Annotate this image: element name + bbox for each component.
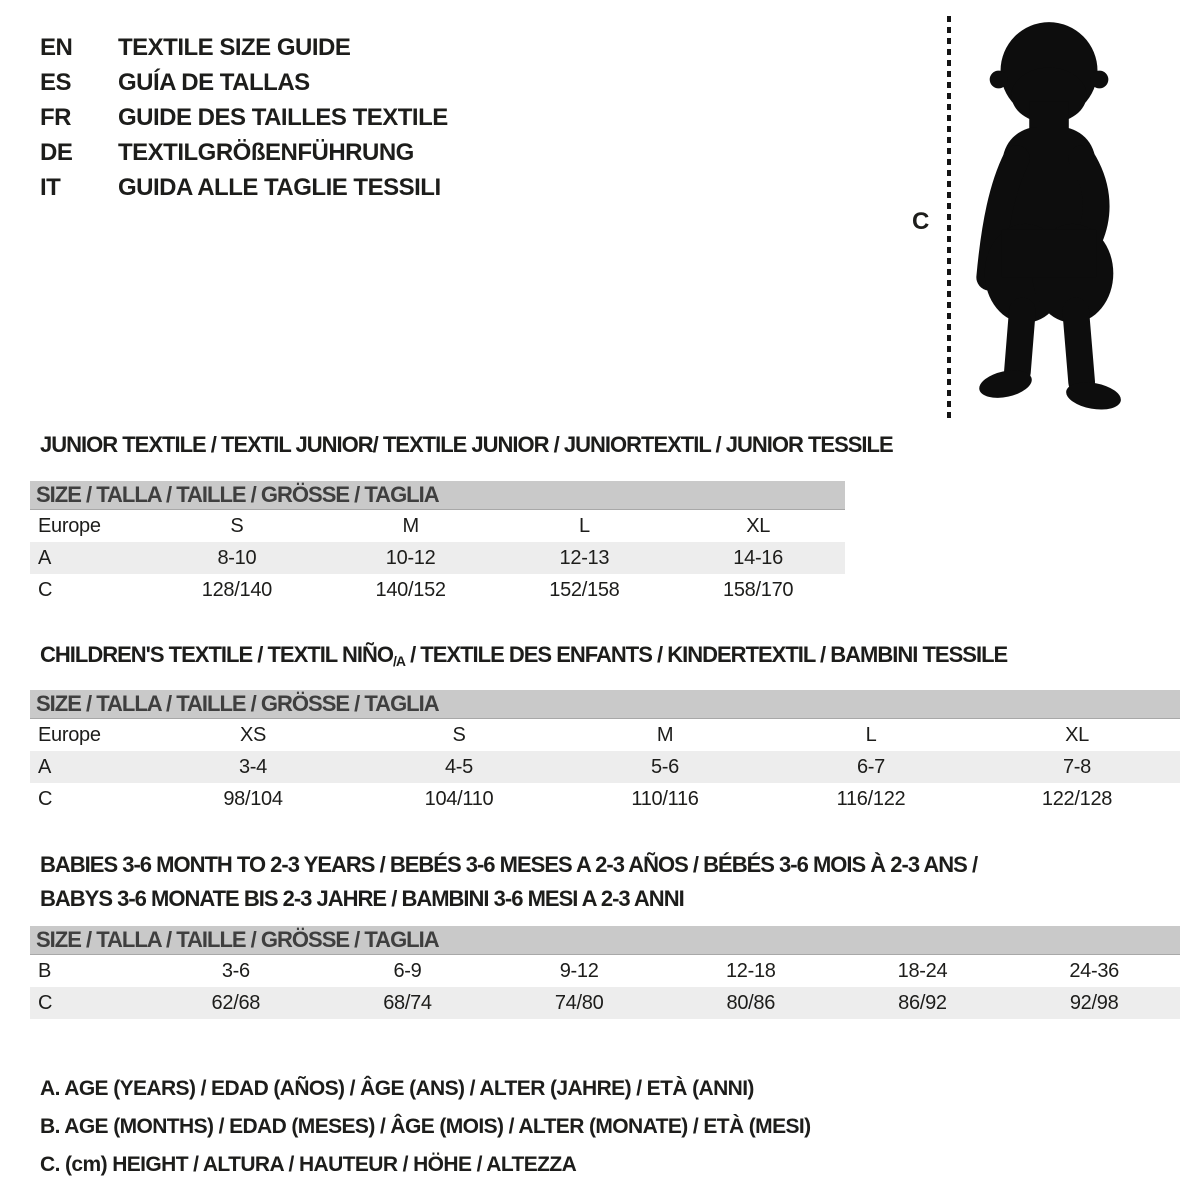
guide-title: TEXTILGRÖßENFÜHRUNG (118, 139, 414, 166)
row-label: C (38, 578, 53, 601)
table-row (30, 542, 845, 574)
table-row (30, 783, 1180, 815)
list-item (40, 65, 448, 100)
age-cell: 3-6 (221, 959, 250, 982)
junior-size-table (30, 481, 845, 606)
legend-line-a: A. AGE (YEARS) / EDAD (AÑOS) / ÂGE (ANS) / ALTER (JAHRE) / ETÀ (ANNI) (40, 1077, 754, 1100)
row-label: Europe (38, 514, 101, 537)
toddler-silhouette-icon (962, 12, 1140, 417)
age-cell: 3-4 (150, 751, 356, 783)
babies-size-table (30, 926, 1180, 1019)
size-table-header: SIZE / TALLA / TAILLE / GRÖSSE / TAGLIA (30, 926, 1180, 955)
section-heading-junior: JUNIOR TEXTILE / TEXTIL JUNIOR/ TEXTILE JUNIOR / JUNIORTEXTIL / JUNIOR TESSILE (40, 432, 893, 457)
language-title-list (40, 30, 448, 205)
heading-subscript: /A (392, 653, 405, 669)
age-cell: 9-12 (559, 959, 599, 982)
age-cell: 12-13 (498, 542, 672, 574)
guide-title: GUIDE DES TAILLES TEXTILE (118, 104, 448, 131)
language-code: IT (40, 174, 61, 201)
row-label: B (38, 959, 52, 982)
list-item (40, 30, 448, 65)
height-cell: 152/158 (549, 578, 620, 601)
legend-line-b: B. AGE (MONTHS) / EDAD (MESES) / ÂGE (MOIS) / ALTER (MONATE) / ETÀ (MESI) (40, 1115, 811, 1138)
list-item (40, 100, 448, 135)
height-cell: 80/86 (665, 987, 837, 1019)
height-cell: 68/74 (322, 987, 494, 1019)
legend-line-c: C. (cm) HEIGHT / ALTURA / HAUTEUR / HÖHE / ALTEZZA (40, 1153, 577, 1176)
size-cell: L (578, 514, 590, 537)
size-table-header: SIZE / TALLA / TAILLE / GRÖSSE / TAGLIA (30, 690, 1180, 719)
height-cell: 98/104 (223, 787, 283, 810)
size-cell: XL (1065, 723, 1089, 746)
age-cell: 5-6 (562, 751, 768, 783)
height-cell: 140/152 (375, 578, 446, 601)
height-cell: 86/92 (837, 987, 1009, 1019)
legend (40, 1070, 811, 1184)
table-row (30, 510, 845, 542)
heading-text: CHILDREN'S TEXTILE / TEXTIL NIÑO (40, 642, 393, 667)
table-row (30, 574, 845, 606)
height-cell: 62/68 (150, 987, 322, 1019)
age-cell: 8-10 (150, 542, 324, 574)
row-label: A (30, 542, 150, 574)
row-label: A (30, 751, 150, 783)
height-cell: 110/116 (631, 787, 699, 810)
height-cell: 158/170 (723, 578, 794, 601)
table-row (30, 751, 1180, 783)
age-cell: 4-5 (356, 751, 562, 783)
table-row (30, 955, 1180, 987)
language-code: ES (40, 69, 72, 96)
heading-line: BABYS 3-6 MONATE BIS 2-3 JAHRE / BAMBINI 3-6 MESI A 2-3 ANNI (40, 886, 684, 911)
size-cell: XL (746, 514, 771, 537)
row-label: C (30, 987, 150, 1019)
list-item (40, 170, 448, 205)
height-cell: 74/80 (493, 987, 665, 1019)
height-cell: 122/128 (1041, 787, 1113, 810)
age-cell: 10-12 (324, 542, 498, 574)
age-cell: 6-9 (393, 959, 422, 982)
height-dashed-line (947, 16, 951, 418)
table-row (30, 719, 1180, 751)
guide-title: GUÍA DE TALLAS (118, 69, 310, 96)
age-cell: 7-8 (974, 751, 1180, 783)
size-cell: L (865, 723, 877, 746)
row-label: Europe (38, 723, 101, 746)
guide-title: TEXTILE SIZE GUIDE (118, 34, 351, 61)
language-code: DE (40, 139, 73, 166)
height-cell: 92/98 (1008, 987, 1180, 1019)
age-cell: 24-36 (1069, 959, 1119, 982)
heading-line: BABIES 3-6 MONTH TO 2-3 YEARS / BEBÉS 3-6 MESES A 2-3 AÑOS / BÉBÉS 3-6 MOIS À 2-3 ANS / (40, 852, 978, 877)
language-code: FR (40, 104, 71, 131)
section-heading-babies (40, 848, 977, 916)
list-item (40, 135, 448, 170)
language-code: EN (40, 34, 73, 61)
table-row (30, 987, 1180, 1019)
guide-title: GUIDA ALLE TAGLIE TESSILI (118, 174, 441, 201)
size-cell: S (452, 723, 466, 746)
size-cell: XS (239, 723, 267, 746)
size-cell: M (656, 723, 674, 746)
row-label: C (38, 787, 53, 810)
age-cell: 12-18 (725, 959, 776, 982)
size-table-header: SIZE / TALLA / TAILLE / GRÖSSE / TAGLIA (30, 481, 845, 510)
section-heading-children (40, 643, 1007, 673)
age-cell: 14-16 (671, 542, 845, 574)
height-measure-label: C (912, 208, 930, 235)
height-cell: 104/110 (424, 787, 494, 810)
age-cell: 6-7 (768, 751, 974, 783)
size-cell: S (230, 514, 244, 537)
age-cell: 18-24 (897, 959, 948, 982)
height-cell: 128/140 (201, 578, 272, 601)
children-size-table (30, 690, 1180, 815)
heading-text: / TEXTILE DES ENFANTS / KINDERTEXTIL / BAMBINI TESSILE (404, 642, 1008, 667)
height-cell: 116/122 (836, 787, 906, 810)
size-cell: M (402, 514, 419, 537)
